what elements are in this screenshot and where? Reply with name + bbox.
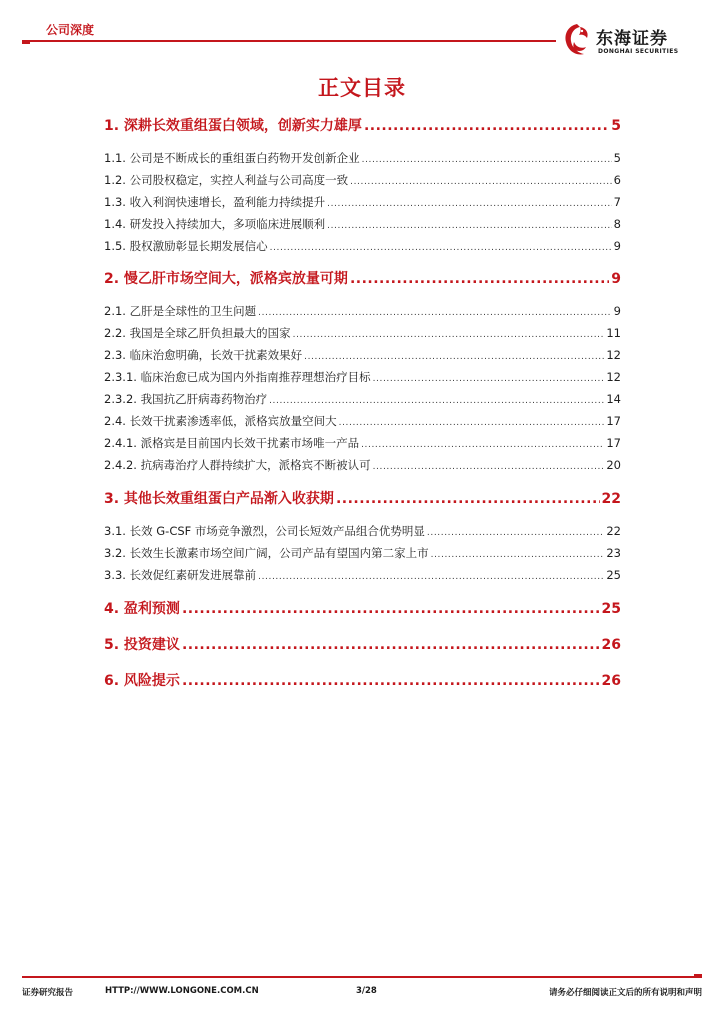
toc-leader-dots [427,528,604,538]
toc-entry-label: 3.1. 长效 G-CSF 市场竞争激烈，公司长短效产品组合优势明显 [104,524,425,538]
toc-entry-page: 11 [606,326,621,340]
toc-entry-2-3[interactable] [104,347,621,363]
toc-entry-page: 22 [601,491,621,507]
toc-entry-page: 7 [613,195,621,209]
toc-entry-label: 2.3. 临床治愈明确，长效干扰素效果好 [104,348,303,362]
toc-entry-4[interactable] [104,598,621,618]
toc-entry-2-4[interactable] [104,413,621,429]
toc-title: 正文目录 [318,76,406,100]
toc-leader-dots [431,550,605,560]
toc-leader-dots [182,673,600,689]
toc-leader-dots [269,396,604,406]
toc-entry-label: 1.5. 股权激励彰显长期发展信心 [104,239,268,253]
toc-entry-label: 1. 深耕长效重组蛋白领域，创新实力雄厚 [104,118,362,134]
toc-leader-dots [304,352,604,362]
toc-entry-page: 20 [606,458,621,472]
toc-entry-1-2[interactable] [104,172,621,188]
footer-divider-accent [694,974,702,978]
toc-entry-label: 2.4.2. 抗病毒治疗人群持续扩大，派格宾不断被认可 [104,458,371,472]
toc-entry-1-4[interactable] [104,216,621,232]
toc-entry-2-4-2[interactable] [104,457,621,473]
report-type-label: 公司深度 [46,23,95,37]
logo-chinese-name: 东海证券 [596,29,668,49]
toc-entry-label: 2.4. 长效干扰素渗透率低，派格宾放量空间大 [104,414,337,428]
toc-leader-dots [364,118,609,134]
header-divider-accent [22,40,30,44]
toc-entry-3-1[interactable] [104,523,621,539]
toc-leader-dots [339,418,605,428]
toc-leader-dots [258,308,612,318]
toc-entry-page: 5 [613,151,621,165]
toc-entry-page: 5 [611,118,621,134]
toc-entry-page: 12 [606,370,621,384]
toc-leader-dots [270,243,612,253]
toc-entry-page: 26 [601,637,621,653]
toc-entry-5[interactable] [104,634,621,654]
footer-page-number: 3/28 [356,986,377,996]
toc-entry-2-3-1[interactable] [104,369,621,385]
header-divider [22,40,556,42]
toc-entry-label: 2.4.1. 派格宾是目前国内长效干扰素市场唯一产品 [104,436,360,450]
toc-entry-2[interactable] [104,268,621,288]
logo-english-name: DONGHAI SECURITIES [598,48,679,55]
toc-entry-label: 4. 盈利预测 [104,601,180,617]
toc-entry-page: 14 [606,392,621,406]
toc-leader-dots [373,374,605,384]
toc-entry-label: 2. 慢乙肝市场空间大，派格宾放量可期 [104,271,348,287]
toc-entry-label: 1.4. 研发投入持续加大，多项临床进展顺利 [104,217,326,231]
toc-entry-page: 25 [601,601,621,617]
toc-leader-dots [327,221,612,231]
toc-entry-page: 17 [606,436,621,450]
toc-entry-6[interactable] [104,670,621,690]
toc-entry-label: 2.3.1. 临床治愈已成为国内外指南推荐理想治疗目标 [104,370,371,384]
footer-disclaimer: 请务必仔细阅读正文后的所有说明和声明 [548,988,702,998]
toc-entry-page: 8 [613,217,621,231]
footer-divider [22,976,702,978]
toc-entry-page: 9 [613,304,621,318]
toc-leader-dots [362,155,612,165]
toc-leader-dots [327,199,612,209]
toc-entry-page: 25 [606,568,621,582]
toc-entry-2-3-2[interactable] [104,391,621,407]
toc-leader-dots [182,601,600,617]
toc-entry-label: 6. 风险提示 [104,673,180,689]
toc-entry-1-1[interactable] [104,150,621,166]
toc-entry-page: 17 [606,414,621,428]
toc-entry-1-5[interactable] [104,238,621,254]
toc-entry-1-3[interactable] [104,194,621,210]
toc-entry-label: 5. 投资建议 [104,637,180,653]
toc-entry-label: 3.3. 长效促红素研发进展靠前 [104,568,257,582]
toc-leader-dots [182,637,600,653]
toc-entry-1[interactable] [104,115,621,135]
toc-entry-3-2[interactable] [104,545,621,561]
toc-entry-page: 26 [601,673,621,689]
toc-entry-label: 3.2. 长效生长激素市场空间广阔，公司产品有望国内第二家上市 [104,546,429,560]
toc-entry-label: 3. 其他长效重组蛋白产品渐入收获期 [104,491,334,507]
toc-entry-page: 9 [611,271,621,287]
toc-entry-label: 2.2. 我国是全球乙肝负担最大的国家 [104,326,291,340]
toc-leader-dots [293,330,605,340]
toc-leader-dots [258,572,604,582]
company-logo [560,20,706,60]
toc-entry-page: 23 [606,546,621,560]
toc-leader-dots [350,177,612,187]
toc-entry-2-2[interactable] [104,325,621,341]
dragon-logo-icon [560,20,594,60]
toc-entry-label: 2.1. 乙肝是全球性的卫生问题 [104,304,257,318]
toc-leader-dots [361,440,604,450]
toc-entry-label: 1.1. 公司是不断成长的重组蛋白药物开发创新企业 [104,151,360,165]
toc-entry-2-4-1[interactable] [104,435,621,451]
footer-website-link[interactable]: HTTP://WWW.LONGONE.COM.CN [105,986,259,996]
toc-entry-page: 22 [606,524,621,538]
toc-entry-label: 2.3.2. 我国抗乙肝病毒药物治疗 [104,392,268,406]
toc-entry-3[interactable] [104,488,621,508]
toc-entry-label: 1.2. 公司股权稳定，实控人利益与公司高度一致 [104,173,349,187]
toc-leader-dots [373,462,605,472]
toc-entry-page: 6 [613,173,621,187]
toc-entry-page: 12 [606,348,621,362]
toc-entry-3-3[interactable] [104,567,621,583]
toc-entry-page: 9 [613,239,621,253]
toc-entry-2-1[interactable] [104,303,621,319]
footer-report-type: 证券研究报告 [22,988,74,998]
toc-leader-dots [350,271,609,287]
toc-entry-label: 1.3. 收入利润快速增长，盈利能力持续提升 [104,195,326,209]
toc-leader-dots [336,491,600,507]
